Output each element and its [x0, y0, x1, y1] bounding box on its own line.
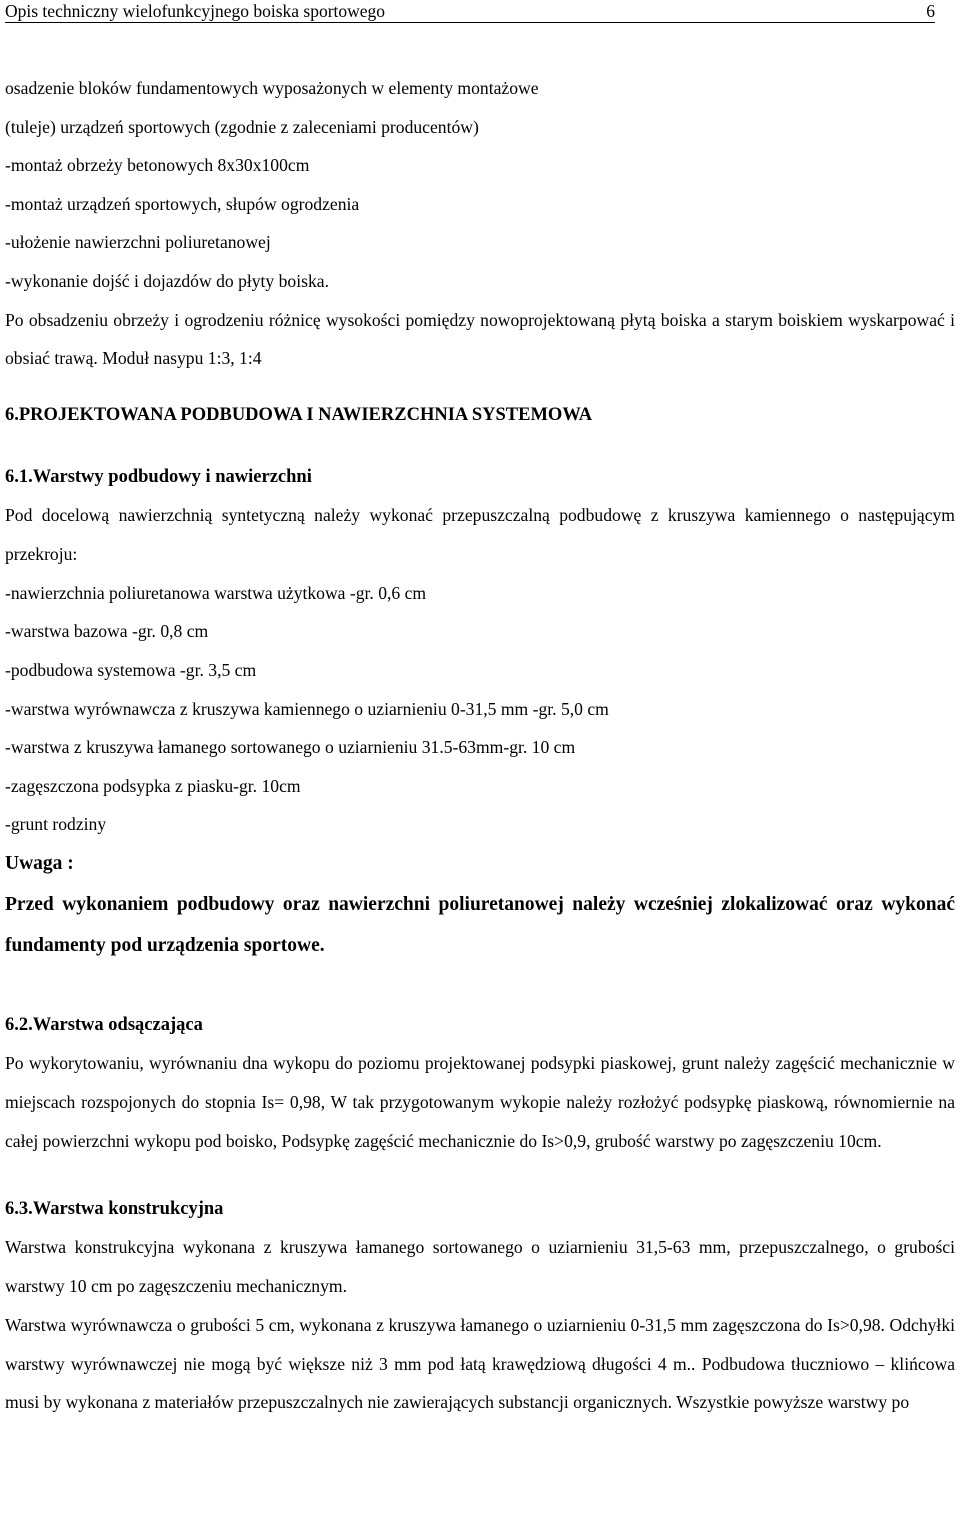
intro-line: -ułożenie nawierzchni poliuretanowej	[5, 232, 271, 253]
section-6-heading: 6.PROJEKTOWANA PODBUDOWA I NAWIERZCHNIA SYSTEMOWA	[5, 405, 593, 426]
intro-line: -montaż obrzeży betonowych 8x30x100cm	[5, 155, 310, 176]
layer-item: -podbudowa systemowa -gr. 3,5 cm	[5, 659, 257, 680]
note-label: Uwaga :	[5, 852, 74, 874]
intro-line: (tuleje) urządzeń sportowych (zgodnie z zaleceniami producentów)	[5, 116, 479, 137]
section-6-3-paragraph-2: Warstwa wyrównawcza o grubości 5 cm, wykonana z kruszywa łamanego o uziarnieniu 0-31,5 mm zagęszczona do Is>0,98. Odchyłki warstwy wyrównawczej nie mogą być większe niż 3 mm pod łatą krawędziową długości 4 m.. Podbudowa tłuczniowo – klińcowa musi by wykonana z materiałów przepuszczalnych nie zawierających substancji organicznych. Wszystkie powyższe warstwy po	[5, 1314, 955, 1413]
layer-item: -warstwa wyrównawcza z kruszywa kamiennego o uziarnieniu 0-31,5 mm -gr. 5,0 cm	[5, 698, 609, 719]
section-6-1-paragraph: Pod docelową nawierzchnią syntetyczną należy wykonać przepuszczalną podbudowę z kruszywa kamiennego o następującym przekroju:	[5, 505, 955, 564]
layer-item: -nawierzchnia poliuretanowa warstwa użytkowa -gr. 0,6 cm	[5, 582, 427, 603]
note-text: Przed wykonaniem podbudowy oraz nawierzchni poliuretanowej należy wcześniej zlokalizować oraz wykonać fundamenty pod urządzenia sportowe.	[5, 893, 955, 956]
layer-item: -warstwa z kruszywa łamanego sortowanego o uziarnieniu 31.5-63mm-gr. 10 cm	[5, 737, 576, 758]
section-6-2-heading: 6.2.Warstwa odsączająca	[5, 1014, 203, 1035]
layer-item: -warstwa bazowa -gr. 0,8 cm	[5, 621, 209, 642]
section-6-2-paragraph: Po wykorytowaniu, wyrównaniu dna wykopu do poziomu projektowanej podsypki piaskowej, grunt należy zagęścić mechanicznie w miejscach rozspojonych do stopnia Is= 0,98, W tak przygotowanym wykopie należy rozłożyć podsypkę piaskową, równomiernie na całej powierzchni wykopu pod boisko, Podsypkę zagęścić mechanicznie do Is>0,9, grubość warstwy po zagęszczeniu 10cm.	[5, 1052, 955, 1151]
section-6-3-paragraph-1: Warstwa konstrukcyjna wykonana z kruszywa łamanego sortowanego o uziarnieniu 31,5-63 mm, przepuszczalnego, o grubości warstwy 10 cm po zagęszczeniu mechanicznym.	[5, 1237, 955, 1297]
section-6-3-heading: 6.3.Warstwa konstrukcyjna	[5, 1199, 224, 1220]
layer-item: -zagęszczona podsypka z piasku-gr. 10cm	[5, 775, 301, 796]
running-header	[5, 0, 935, 23]
intro-line: osadzenie bloków fundamentowych wyposażonych w elementy montażowe	[5, 78, 539, 98]
section-6-1-heading: 6.1.Warstwy podbudowy i nawierzchni	[5, 467, 312, 488]
document-body	[5, 23, 955, 1422]
layer-item: -grunt rodziny	[5, 814, 107, 835]
intro-line: -wykonanie dojść i dojazdów do płyty boiska.	[5, 270, 329, 291]
intro-line: -montaż urządzeń sportowych, słupów ogrodzenia	[5, 193, 360, 214]
intro-paragraph: Po obsadzeniu obrzeży i ogrodzeniu różnicę wysokości pomiędzy nowoprojektowaną płytą boiska a starym boiskiem wyskarpować i obsiać trawą. Moduł nasypu 1:3, 1:4	[5, 309, 955, 369]
page-number: 6	[926, 1, 935, 21]
document-title: Opis techniczny wielofunkcyjnego boiska sportowego	[5, 1, 386, 21]
